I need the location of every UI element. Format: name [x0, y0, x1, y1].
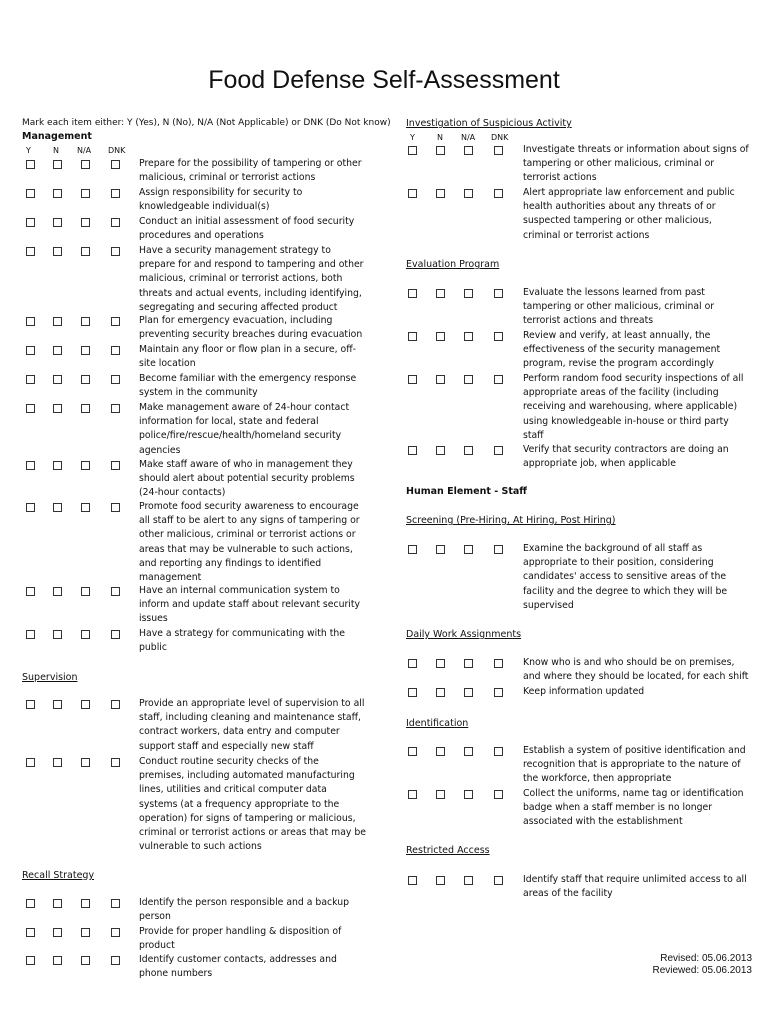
checkbox-yes[interactable]	[408, 688, 417, 697]
item-text: Investigate threats or information about signs of tampering or other malicious, criminal or terrorist actions	[523, 144, 749, 184]
revised-date: Revised: 05.06.2013	[660, 953, 752, 964]
item-text: Provide an appropriate level of supervision to all staff, including cleaning and maintenance staff, contract workers, data entry and computer support staff and especially new staff	[139, 698, 365, 752]
checkbox-na[interactable]	[81, 956, 90, 965]
checkbox-yes[interactable]	[26, 404, 35, 413]
checkbox-no[interactable]	[436, 375, 445, 384]
item-text: Make management aware of 24-hour contact information for local, state and federal police/fire/rescue/health/homeland security agencies	[139, 402, 350, 456]
checkbox-yes[interactable]	[26, 160, 35, 169]
checkbox-yes[interactable]	[26, 899, 35, 908]
checkbox-dnk[interactable]	[111, 160, 120, 169]
item-text: Prepare for the possibility of tampering or other malicious, criminal or terrorist actions	[139, 158, 362, 184]
checkbox-no[interactable]	[53, 218, 62, 227]
checkbox-yes[interactable]	[408, 747, 417, 756]
checkbox-na[interactable]	[81, 928, 90, 937]
section-heading: Supervision	[22, 672, 78, 683]
checkbox-na[interactable]	[81, 461, 90, 470]
checkbox-yes[interactable]	[26, 375, 35, 384]
checkbox-yes[interactable]	[408, 545, 417, 554]
checkbox-na[interactable]	[464, 688, 473, 697]
checkbox-na[interactable]	[464, 790, 473, 799]
checkbox-dnk[interactable]	[494, 790, 503, 799]
checkbox-na[interactable]	[464, 146, 473, 155]
checkbox-yes[interactable]	[408, 146, 417, 155]
column-header-y: Y	[410, 133, 415, 142]
section-heading: Screening (Pre-Hiring, At Hiring, Post Hiring)	[406, 515, 616, 526]
column-header-dnk: DNK	[491, 133, 509, 142]
checkbox-dnk[interactable]	[494, 876, 503, 885]
checkbox-no[interactable]	[53, 160, 62, 169]
item-text: Make staff aware of who in management they should alert about potential security problems (24-hour contacts)	[139, 459, 355, 499]
checkbox-no[interactable]	[436, 545, 445, 554]
checkbox-yes[interactable]	[26, 587, 35, 596]
checkbox-na[interactable]	[81, 899, 90, 908]
checkbox-na[interactable]	[81, 160, 90, 169]
checkbox-no[interactable]	[53, 956, 62, 965]
checkbox-na[interactable]	[464, 189, 473, 198]
checkbox-no[interactable]	[436, 332, 445, 341]
checkbox-yes[interactable]	[26, 346, 35, 355]
checkbox-yes[interactable]	[26, 630, 35, 639]
item-text: Conduct routine security checks of the premises, including automated manufacturing lines, utilities and critical computer data systems (at a frequency appropriate to the operation) for signs of tampering or malicious, criminal or terrorist actions or areas that may be vulnerable to such actions	[139, 756, 367, 853]
checkbox-no[interactable]	[436, 289, 445, 298]
checkbox-dnk[interactable]	[494, 146, 503, 155]
checkbox-dnk[interactable]	[494, 289, 503, 298]
item-text: Identify staff that require unlimited access to all areas of the facility	[523, 874, 747, 900]
checkbox-no[interactable]	[53, 630, 62, 639]
checkbox-dnk[interactable]	[111, 587, 120, 596]
checkbox-dnk[interactable]	[111, 956, 120, 965]
checkbox-no[interactable]	[53, 700, 62, 709]
checkbox-dnk[interactable]	[111, 630, 120, 639]
checkbox-no[interactable]	[53, 317, 62, 326]
checkbox-no[interactable]	[436, 659, 445, 668]
checkbox-yes[interactable]	[408, 790, 417, 799]
section-heading: Human Element - Staff	[406, 486, 527, 497]
item-text: Evaluate the lessons learned from past tampering or other malicious, criminal or terrorist actions and threats	[523, 287, 715, 327]
section-heading: Evaluation Program	[406, 259, 500, 270]
checkbox-yes[interactable]	[408, 659, 417, 668]
checkbox-na[interactable]	[81, 503, 90, 512]
checkbox-dnk[interactable]	[111, 928, 120, 937]
checkbox-no[interactable]	[53, 375, 62, 384]
instructions: Mark each item either: Y (Yes), N (No), N/A (Not Applicable) or DNK (Do Not know)	[22, 118, 391, 128]
checkbox-dnk[interactable]	[111, 503, 120, 512]
checkbox-no[interactable]	[53, 189, 62, 198]
item-text: Maintain any floor or flow plan in a secure, off- site location	[139, 344, 356, 370]
checkbox-no[interactable]	[53, 928, 62, 937]
checkbox-na[interactable]	[464, 545, 473, 554]
checkbox-no[interactable]	[53, 247, 62, 256]
checkbox-dnk[interactable]	[494, 332, 503, 341]
item-text: Identify customer contacts, addresses and phone numbers	[139, 954, 337, 980]
section-heading: Investigation of Suspicious Activity	[406, 118, 572, 129]
item-text: Alert appropriate law enforcement and public health authorities about any threats of or suspected tampering or other malicious, criminal or terrorist actions	[523, 187, 735, 241]
item-text: Examine the background of all staff as appropriate to their position, considering candidates' access to sensitive areas of the facility and the degree to which they will be supervised	[523, 543, 728, 611]
checkbox-no[interactable]	[436, 747, 445, 756]
checkbox-yes[interactable]	[26, 189, 35, 198]
checkbox-na[interactable]	[464, 289, 473, 298]
item-text: Have an internal communication system to inform and update staff about relevant security issues	[139, 585, 361, 625]
checkbox-yes[interactable]	[408, 876, 417, 885]
checkbox-yes[interactable]	[26, 247, 35, 256]
item-text: Have a security management strategy to prepare for and respond to tampering and other malicious, criminal or terrorist actions, both threats and actual events, including identifying, segregating and securing affected product	[139, 245, 364, 313]
column-header-n: N	[53, 146, 59, 155]
checkbox-na[interactable]	[464, 332, 473, 341]
item-text: Know who is and who should be on premises, and where they should be located, for each shift	[523, 657, 749, 683]
checkbox-na[interactable]	[464, 876, 473, 885]
checkbox-yes[interactable]	[26, 758, 35, 767]
checkbox-dnk[interactable]	[111, 189, 120, 198]
checkbox-dnk[interactable]	[494, 446, 503, 455]
item-text: Perform random food security inspections of all appropriate areas of the facility (including receiving and warehousing, where applicable) using knowledgeable in-house or third party staff	[523, 373, 744, 441]
checkbox-na[interactable]	[81, 189, 90, 198]
checkbox-no[interactable]	[53, 404, 62, 413]
item-text: Establish a system of positive identification and recognition that is appropriate to the nature of the workforce, then appropriate	[523, 745, 746, 785]
checkbox-yes[interactable]	[26, 317, 35, 326]
checkbox-no[interactable]	[53, 461, 62, 470]
checkbox-no[interactable]	[53, 899, 62, 908]
checkbox-na[interactable]	[81, 630, 90, 639]
item-text: Keep information updated	[523, 686, 645, 697]
checkbox-na[interactable]	[464, 747, 473, 756]
checkbox-na[interactable]	[81, 758, 90, 767]
checkbox-yes[interactable]	[26, 461, 35, 470]
checkbox-na[interactable]	[81, 346, 90, 355]
item-text: Assign responsibility for security to knowledgeable individual(s)	[139, 187, 303, 213]
checkbox-no[interactable]	[53, 758, 62, 767]
checkbox-yes[interactable]	[26, 928, 35, 937]
item-text: Review and verify, at least annually, the effectiveness of the security management program, revise the program accordingly	[523, 330, 721, 370]
checkbox-dnk[interactable]	[494, 189, 503, 198]
item-text: Promote food security awareness to encourage all staff to be alert to any signs of tampering or other malicious, criminal or terrorist actions or areas that may be vulnerable to such actions, and reporting any findings to identified management	[139, 501, 360, 584]
checkbox-yes[interactable]	[408, 375, 417, 384]
checkbox-dnk[interactable]	[111, 758, 120, 767]
column-header-dnk: DNK	[108, 146, 126, 155]
item-text: Conduct an initial assessment of food security procedures and operations	[139, 216, 355, 242]
checkbox-dnk[interactable]	[494, 747, 503, 756]
checkbox-yes[interactable]	[26, 956, 35, 965]
checkbox-no[interactable]	[53, 503, 62, 512]
column-header-na: N/A	[461, 133, 476, 142]
column-header-y: Y	[26, 146, 31, 155]
checkbox-yes[interactable]	[408, 446, 417, 455]
checkbox-na[interactable]	[464, 375, 473, 384]
checkbox-na[interactable]	[81, 700, 90, 709]
checkbox-dnk[interactable]	[111, 461, 120, 470]
checkbox-na[interactable]	[81, 404, 90, 413]
section-heading: Management	[22, 131, 92, 142]
checkbox-no[interactable]	[436, 876, 445, 885]
checkbox-dnk[interactable]	[111, 317, 120, 326]
item-text: Have a strategy for communicating with the public	[139, 628, 345, 654]
checkbox-dnk[interactable]	[111, 700, 120, 709]
checkbox-no[interactable]	[436, 688, 445, 697]
checkbox-yes[interactable]	[26, 503, 35, 512]
checkbox-yes[interactable]	[26, 700, 35, 709]
column-header-na: N/A	[77, 146, 92, 155]
checkbox-dnk[interactable]	[111, 247, 120, 256]
section-heading: Daily Work Assignments	[406, 629, 522, 640]
section-heading: Identification	[406, 718, 469, 729]
item-text: Plan for emergency evacuation, including preventing security breaches during evacuation	[139, 315, 363, 341]
checkbox-dnk[interactable]	[494, 659, 503, 668]
checkbox-dnk[interactable]	[494, 545, 503, 554]
checkbox-yes[interactable]	[408, 189, 417, 198]
checkbox-yes[interactable]	[26, 218, 35, 227]
checkbox-dnk[interactable]	[111, 346, 120, 355]
checkbox-no[interactable]	[436, 189, 445, 198]
checkbox-no[interactable]	[436, 790, 445, 799]
checkbox-no[interactable]	[436, 146, 445, 155]
section-heading: Recall Strategy	[22, 870, 95, 881]
item-text: Verify that security contractors are doing an appropriate job, when applicable	[523, 444, 729, 470]
checkbox-yes[interactable]	[408, 289, 417, 298]
section-heading: Restricted Access	[406, 845, 490, 856]
checkbox-no[interactable]	[53, 587, 62, 596]
checkbox-dnk[interactable]	[111, 375, 120, 384]
checkbox-dnk[interactable]	[494, 688, 503, 697]
column-header-n: N	[437, 133, 443, 142]
checkbox-na[interactable]	[81, 587, 90, 596]
checkbox-na[interactable]	[81, 317, 90, 326]
checkbox-dnk[interactable]	[494, 375, 503, 384]
page-title: Food Defense Self-Assessment	[208, 66, 560, 94]
checkbox-na[interactable]	[464, 659, 473, 668]
item-text: Identify the person responsible and a backup person	[139, 897, 350, 923]
item-text: Collect the uniforms, name tag or identification badge when a staff member is no longer associated with the establishment	[523, 788, 744, 828]
checkbox-na[interactable]	[81, 218, 90, 227]
checkbox-no[interactable]	[436, 446, 445, 455]
checkbox-dnk[interactable]	[111, 218, 120, 227]
reviewed-date: Reviewed: 05.06.2013	[652, 965, 752, 976]
checkbox-no[interactable]	[53, 346, 62, 355]
checkbox-yes[interactable]	[408, 332, 417, 341]
checkbox-na[interactable]	[81, 375, 90, 384]
item-text: Become familiar with the emergency response system in the community	[139, 373, 357, 399]
checkbox-na[interactable]	[81, 247, 90, 256]
checkbox-dnk[interactable]	[111, 404, 120, 413]
checkbox-na[interactable]	[464, 446, 473, 455]
item-text: Provide for proper handling & disposition of product	[139, 926, 342, 952]
checkbox-dnk[interactable]	[111, 899, 120, 908]
